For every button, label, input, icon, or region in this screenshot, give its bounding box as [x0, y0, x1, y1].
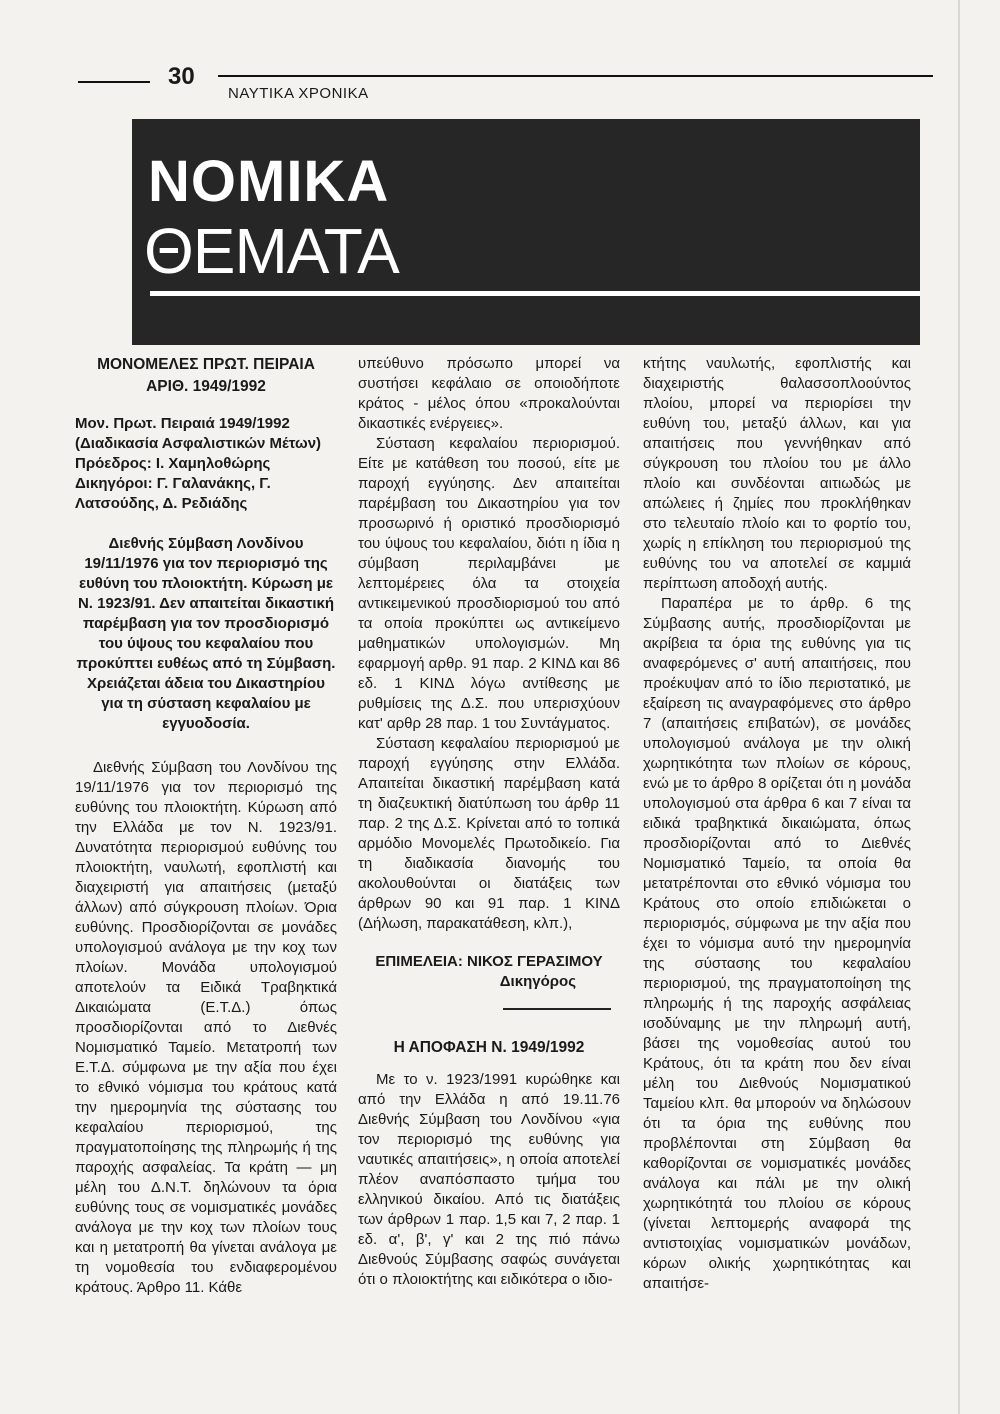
column-2-paragraph-1: υπεύθυνο πρόσωπο μπορεί να συστήσει κεφάλαιο σε οποιοδήποτε κράτος - μέλος όπου «προκαλούνται δικαστικές ενέργειες».	[358, 355, 620, 432]
column-2-paragraph-4: Με το ν. 1923/1991 κυρώθηκε και από την Ελλάδα η από 19.11.76 Διεθνής Σύμβαση του Λονδίνου «για τον περιορισμό της ευθύνης για ναυτικές απαιτήσεις», η οποία αποτελεί πλέον αναπόσπαστο τμήμα του ελληνικού δικαίου. Από τις διατάξεις των άρθρων 1 παρ. 1,5 και 7, 2 παρ. 1 εδ. α', β', γ' και 2 της πιό πάνω Διεθνούς Σύμβασης σαφώς συνάγεται ότι ο πλοιοκτήτης και ειδικότερα ο ιδιο-	[358, 1071, 620, 1288]
case-court: Μον. Πρωτ. Πειραιά 1949/1992 (Διαδικασία Ασφαλιστικών Μέτων)	[75, 415, 322, 452]
column-2-paragraph-2: Σύσταση κεφαλαίου περιορισμού. Είτε με κατάθεση του ποσού, είτε με παροχή εγγύησης. Δεν απαιτείται παρέμβαση του Δικαστηρίου για τον προσωρινό ή οριστικό προσδιορισμό του ύψους του κεφαλαίου, διότι η ίδια η σύμβαση περιλαμβάνει με λεπτομέρειες όλα τα στοιχεία αντικειμενικού προσδιορισμού του από τα οποία προκύπτει ως αντικείμενο μαθηματικών υπολογισμών. Μη εφαρμογή αρθρ. 91 παρ. 2 ΚΙΝΔ και 86 εδ. 1 ΚΙΝΔ λόγω αντίθεσης με ρυθμίσεις της Δ.Σ. που υπερισχύουν κατ' αρθρ 28 παρ. 1 του Συντάγματος.	[358, 435, 620, 732]
column-1	[75, 354, 337, 1298]
section-divider	[503, 1008, 611, 1010]
column-3-paragraph-2: Παραπέρα με το άρθρ. 6 της Σύμβασης αυτής, προσδιορίζονται με ακρίβεια τα όρια της ευθύνης για τις αναφερόμενες σ' αυτή απαιτήσεις, που προέκυψαν από το ίδιο περιστατικό, με εξαίρεση τις αναγραφόμενες στο άρθρο 7 (απαιτήσεις επιβατών), σε μονάδες υπολογισμού ανάλογα με την ολική χωρητικότητα των πλοίων σε κόρους, ενώ με το άρθρο 8 ορίζεται ότι η μονάδα υπολογισμού στα άρθρα 6 και 7 είναι τα ειδικά τραβηκτικά δικαιώματα, όπως προσδιορίζονται από το Διεθνές Νομισματικό Ταμείο, τα οποία θα μετατρέπονται στο εθνικό νόμισμα του Κράτους στο οποίο επιδιώκεται ο περιορισμός, σύμφωνα με την αξία που έχει το νόμισμα αυτό την ημερομηνία της σύστασης του κεφαλαίου περιορισμού, της πραγματοποίηση της πληρωμής ή της παροχής ασφάλειας ισοδύναμης με την πληρωμή αυτή, βάσει της νομοθεσίας αυτού του Κράτους, ότι τα κράτη που δεν είναι μέλη του Διεθνούς Νομισματικού Ταμείου κλπ. θα μπορούν να δηλώσουν ότι τα όρια της ευθύνης που προβλέπονται στη Σύμβαση θα καθορίζονται σε νομισματικές μονάδες ανάλογα και πάλι με την ολική χωρητικότητά του πλοίου σε κόρους (γίνεται λεπτομερής αναφορά της αντιστοιχίας νομισματικών μονάδων, κόρων ολικής χωρητικότητας και απαιτήσε-	[643, 595, 911, 1292]
case-president: Πρόεδρος: Ι. Χαμηλοθώρης	[75, 455, 271, 472]
editor-credit: ΕΠΙΜΕΛΕΙΑ: ΝΙΚΟΣ ΓΕΡΑΣΙΜΟΥ	[375, 953, 603, 970]
banner-rule	[150, 291, 920, 296]
page-edge	[958, 0, 960, 1414]
magazine-name: ΝΑΥΤΙΚΑ ΧΡΟΝΙΚΑ	[228, 85, 369, 102]
column-3-paragraph-1: κτήτης ναυλωτής, εφοπλιστής και διαχειριστής θαλασσοπλοούντος πλοίου, μπορεί να περιορίσει την ευθύνη του, μεταξύ άλλων, και για απαιτήσεις που γεννήθηκαν από σύγκρουση του πλοίου του με άλλο πλοίο και συνδέονται αιτιωδώς με απώλειες ή ζημίες που προκλήθηκαν στο τελευταίο πλοίο και το φορτίο του, χωρίς η επίκληση του περιορισμού της ευθύνης του να αποτελεί σε καμμιά περίπτωση αποδοχή αυτής.	[643, 355, 911, 592]
banner-title-nomika: ΝΟΜΙΚΑ	[148, 149, 390, 214]
editor-role: Δικηγόρος	[499, 973, 576, 990]
column-2-paragraph-3: Σύσταση κεφαλαίου περιορισμού με παροχή εγγύησης στην Ελλάδα. Απαιτείται δικαστική παρέμβαση κατά τη διαζευκτική διατύπωση του άρθρ 11 παρ. 2 της Δ.Σ. Κρίνεται από το τοπικά αρμόδιο Μονομελές Πρωτοδικείο. Για τη διαδικασία διανομής του ακολουθούνται οι διατάξεις των άρθρων 90 και 91 παρ. 1 ΚΙΝΔ (Δήλωση, παρακατάθεση, κλπ.),	[358, 735, 620, 932]
case-title: ΜΟΝΟΜΕΛΕΣ ΠΡΩΤ. ΠΕΙΡΑΙΑ ΑΡΙΘ. 1949/1992	[97, 356, 315, 395]
section-banner	[132, 119, 920, 345]
decision-heading: Η ΑΠΟΦΑΣΗ Ν. 1949/1992	[393, 1039, 585, 1056]
case-lawyers: Δικηγόροι: Γ. Γαλανάκης, Γ. Λατσούδης, Δ. Ρεδιάδης	[75, 475, 271, 512]
header-rule-left	[78, 81, 150, 83]
column-1-body: Διεθνής Σύμβαση του Λονδίνου της 19/11/1976 για τον περιορισμό της ευθύνης του πλοιοκτήτη. Κύρωση από την Ελλάδα με τον Ν. 1923/91. Δυνατότητα περιορισμού ευθύνης του πλοιοκτήτη, ναυλωτή, εφοπλιστή και διαχειριστή για απαιτήσεις (μεταξύ άλλων) από σύγκρουση πλοίων. Όρια ευθύνης. Προσδιορίζονται σε μονάδες υπολογισμού ανάλογα με την κοχ των πλοίων. Μονάδα υπολογισμού αποτελούν τα Ειδικά Τραβηκτικά Δικαιώματα (Ε.Τ.Δ.) όπως προσδιορίζονται από το Διεθνές Νομισματικό Ταμείο. Μετατροπή των Ε.Τ.Δ. σύμφωνα με την αξία που έχει το εθνικό νόμισμα του κράτους κατά την ημερομηνία της σύστασης του κεφαλαίου περιορισμού, της πραγματοποίησης της πληρωμής ή της παροχής ασφαλείας. Τα κράτη — μη μέλη του Δ.Ν.Τ. δηλώνουν τα όρια ευθύνης τους σε νομισματικές μονάδες ανάλογα με την κοχ των πλοίων τους και η μετατροπή θα γίνεται ανάλογα με τη νομοθεσία του ενδιαφερομένου κράτους. Άρθρο 11. Κάθε	[75, 759, 337, 1296]
header-rule-right	[218, 75, 933, 77]
case-summary: Διεθνής Σύμβαση Λονδίνου 19/11/1976 για τον περιορισμό της ευθύνη του πλοιοκτήτη. Κύρωση με Ν. 1923/91. Δεν απαιτείται δικαστική παρέμβαση για τον προσδιορισμό του ύψους του κεφαλαίου που προκύπτει ευθέως από τη Σύμβαση. Χρειάζεται άδεια του Δικαστηρίου για τη σύσταση κεφαλαίου με εγγυοδοσία.	[76, 535, 336, 732]
column-2	[358, 354, 620, 1290]
banner-title-themata: ΘΕΜΑΤΑ	[144, 215, 399, 287]
page-number: 30	[168, 63, 195, 90]
column-3	[643, 354, 911, 1294]
